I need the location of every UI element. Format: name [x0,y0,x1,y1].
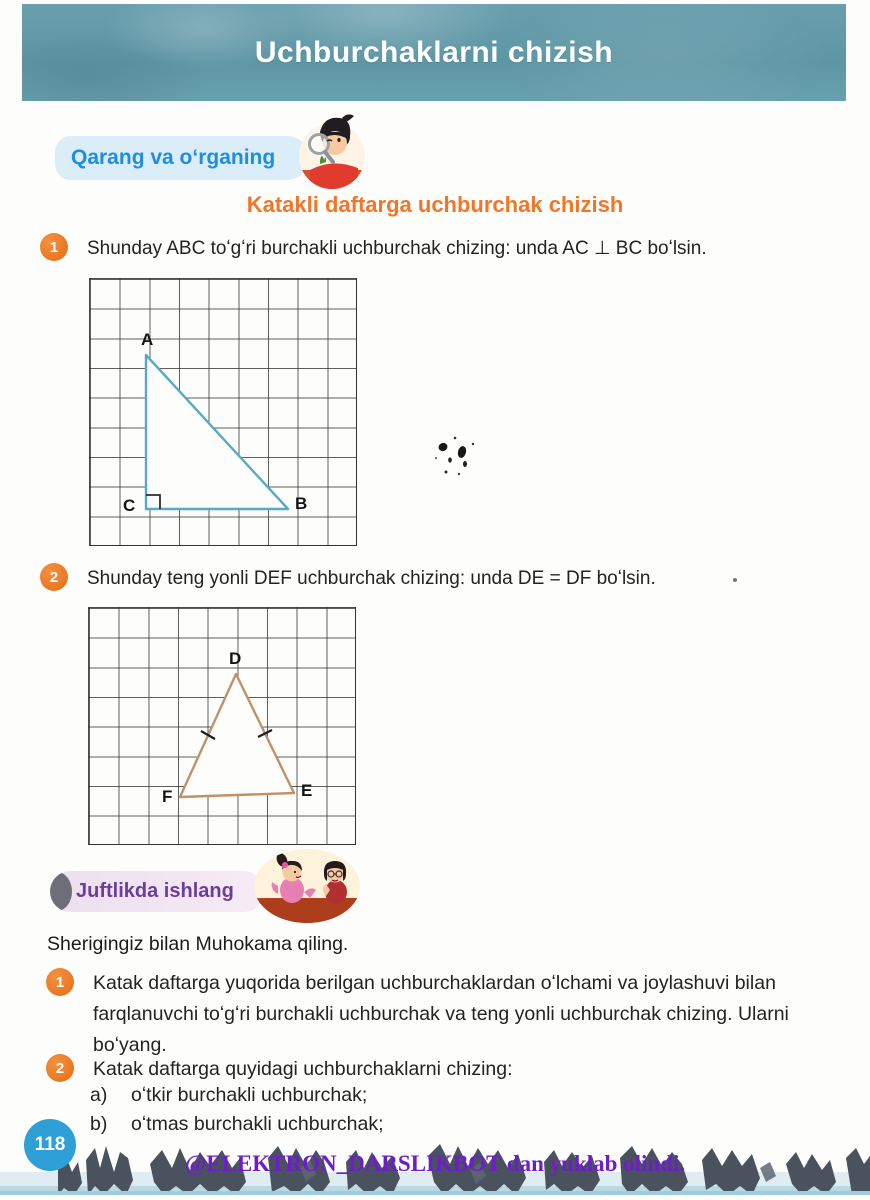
task-item-1 [40,233,840,262]
pair-talk-illustration [252,848,362,929]
vertex-label-A: A [141,330,154,349]
vertex-label-B: B [295,494,308,513]
triangle-def [180,674,294,797]
pair-work-badge-label: Juftlikda ishlang [76,880,234,902]
look-and-learn-badge-label: Qarang va oʻrganing [71,146,276,169]
triangle-abc [146,355,288,509]
task-number-badge: 2 [40,563,68,591]
scan-dot-artifact [733,578,737,582]
task-number-badge: 1 [40,233,68,261]
lesson-subheading: Katakli daftarga uchburchak chizish [246,192,624,217]
figure-isosceles-triangle-grid [88,607,356,845]
task-number-badge: 1 [46,968,74,996]
vertex-label-D: D [229,649,242,668]
ink-speck-artifact [428,428,488,488]
pair-task-item-1 [46,968,836,1061]
task-item-2 [40,563,840,592]
isosceles-triangle-drawing [88,607,356,845]
task-text: Katak daftarga quyidagi uchburchaklarni chizing: [93,1058,513,1080]
sub-item-b [90,1113,384,1136]
task-text: Shunday teng yonli DEF uchburchak chizing: unda DE = DF boʻlsin. [87,568,656,589]
boy-magnifier-icon [296,110,368,192]
vertex-label-F: F [162,787,173,806]
vertex-label-C: C [123,496,136,515]
page-title: Uchburchaklarni chizish [254,35,614,69]
watermark-text: @ELEKTRON_DARSLIKBOT dan yuklab olindi. [184,1151,686,1176]
sub-item-a [90,1084,367,1107]
two-girls-talking-icon [252,848,362,924]
look-and-learn-badge [55,136,309,180]
sub-item-text: oʻtmas burchakli uchburchak; [131,1113,384,1135]
pair-work-badge [50,871,264,912]
task-number-badge: 2 [46,1054,74,1082]
sub-item-label: b) [90,1113,108,1135]
page-number-badge: 118 [24,1119,76,1171]
pair-task-item-2 [46,1054,836,1085]
pair-work-intro: Sherigingiz bilan Muhokama qiling. [47,933,349,955]
sub-item-label: a) [90,1084,108,1106]
sub-item-text: oʻtkir burchakli uchburchak; [131,1084,368,1106]
figure-right-triangle-grid [89,278,357,546]
task-text: Shunday ABC toʻgʻri burchakli uchburchak chizing: unda AC ⊥ BC boʻlsin. [87,238,707,259]
page-banner [22,4,846,101]
boy-with-magnifier-illustration [296,110,368,197]
vertex-label-E: E [301,781,313,800]
task-text: Katak daftarga yuqorida berilgan uchburchaklardan oʻlchami va joylashuvi bilan farqlanuvchi toʻgʻri burchakli uchburchak va teng yonli uchburchak chizing. Ularni boʻyang. [93,972,789,1056]
